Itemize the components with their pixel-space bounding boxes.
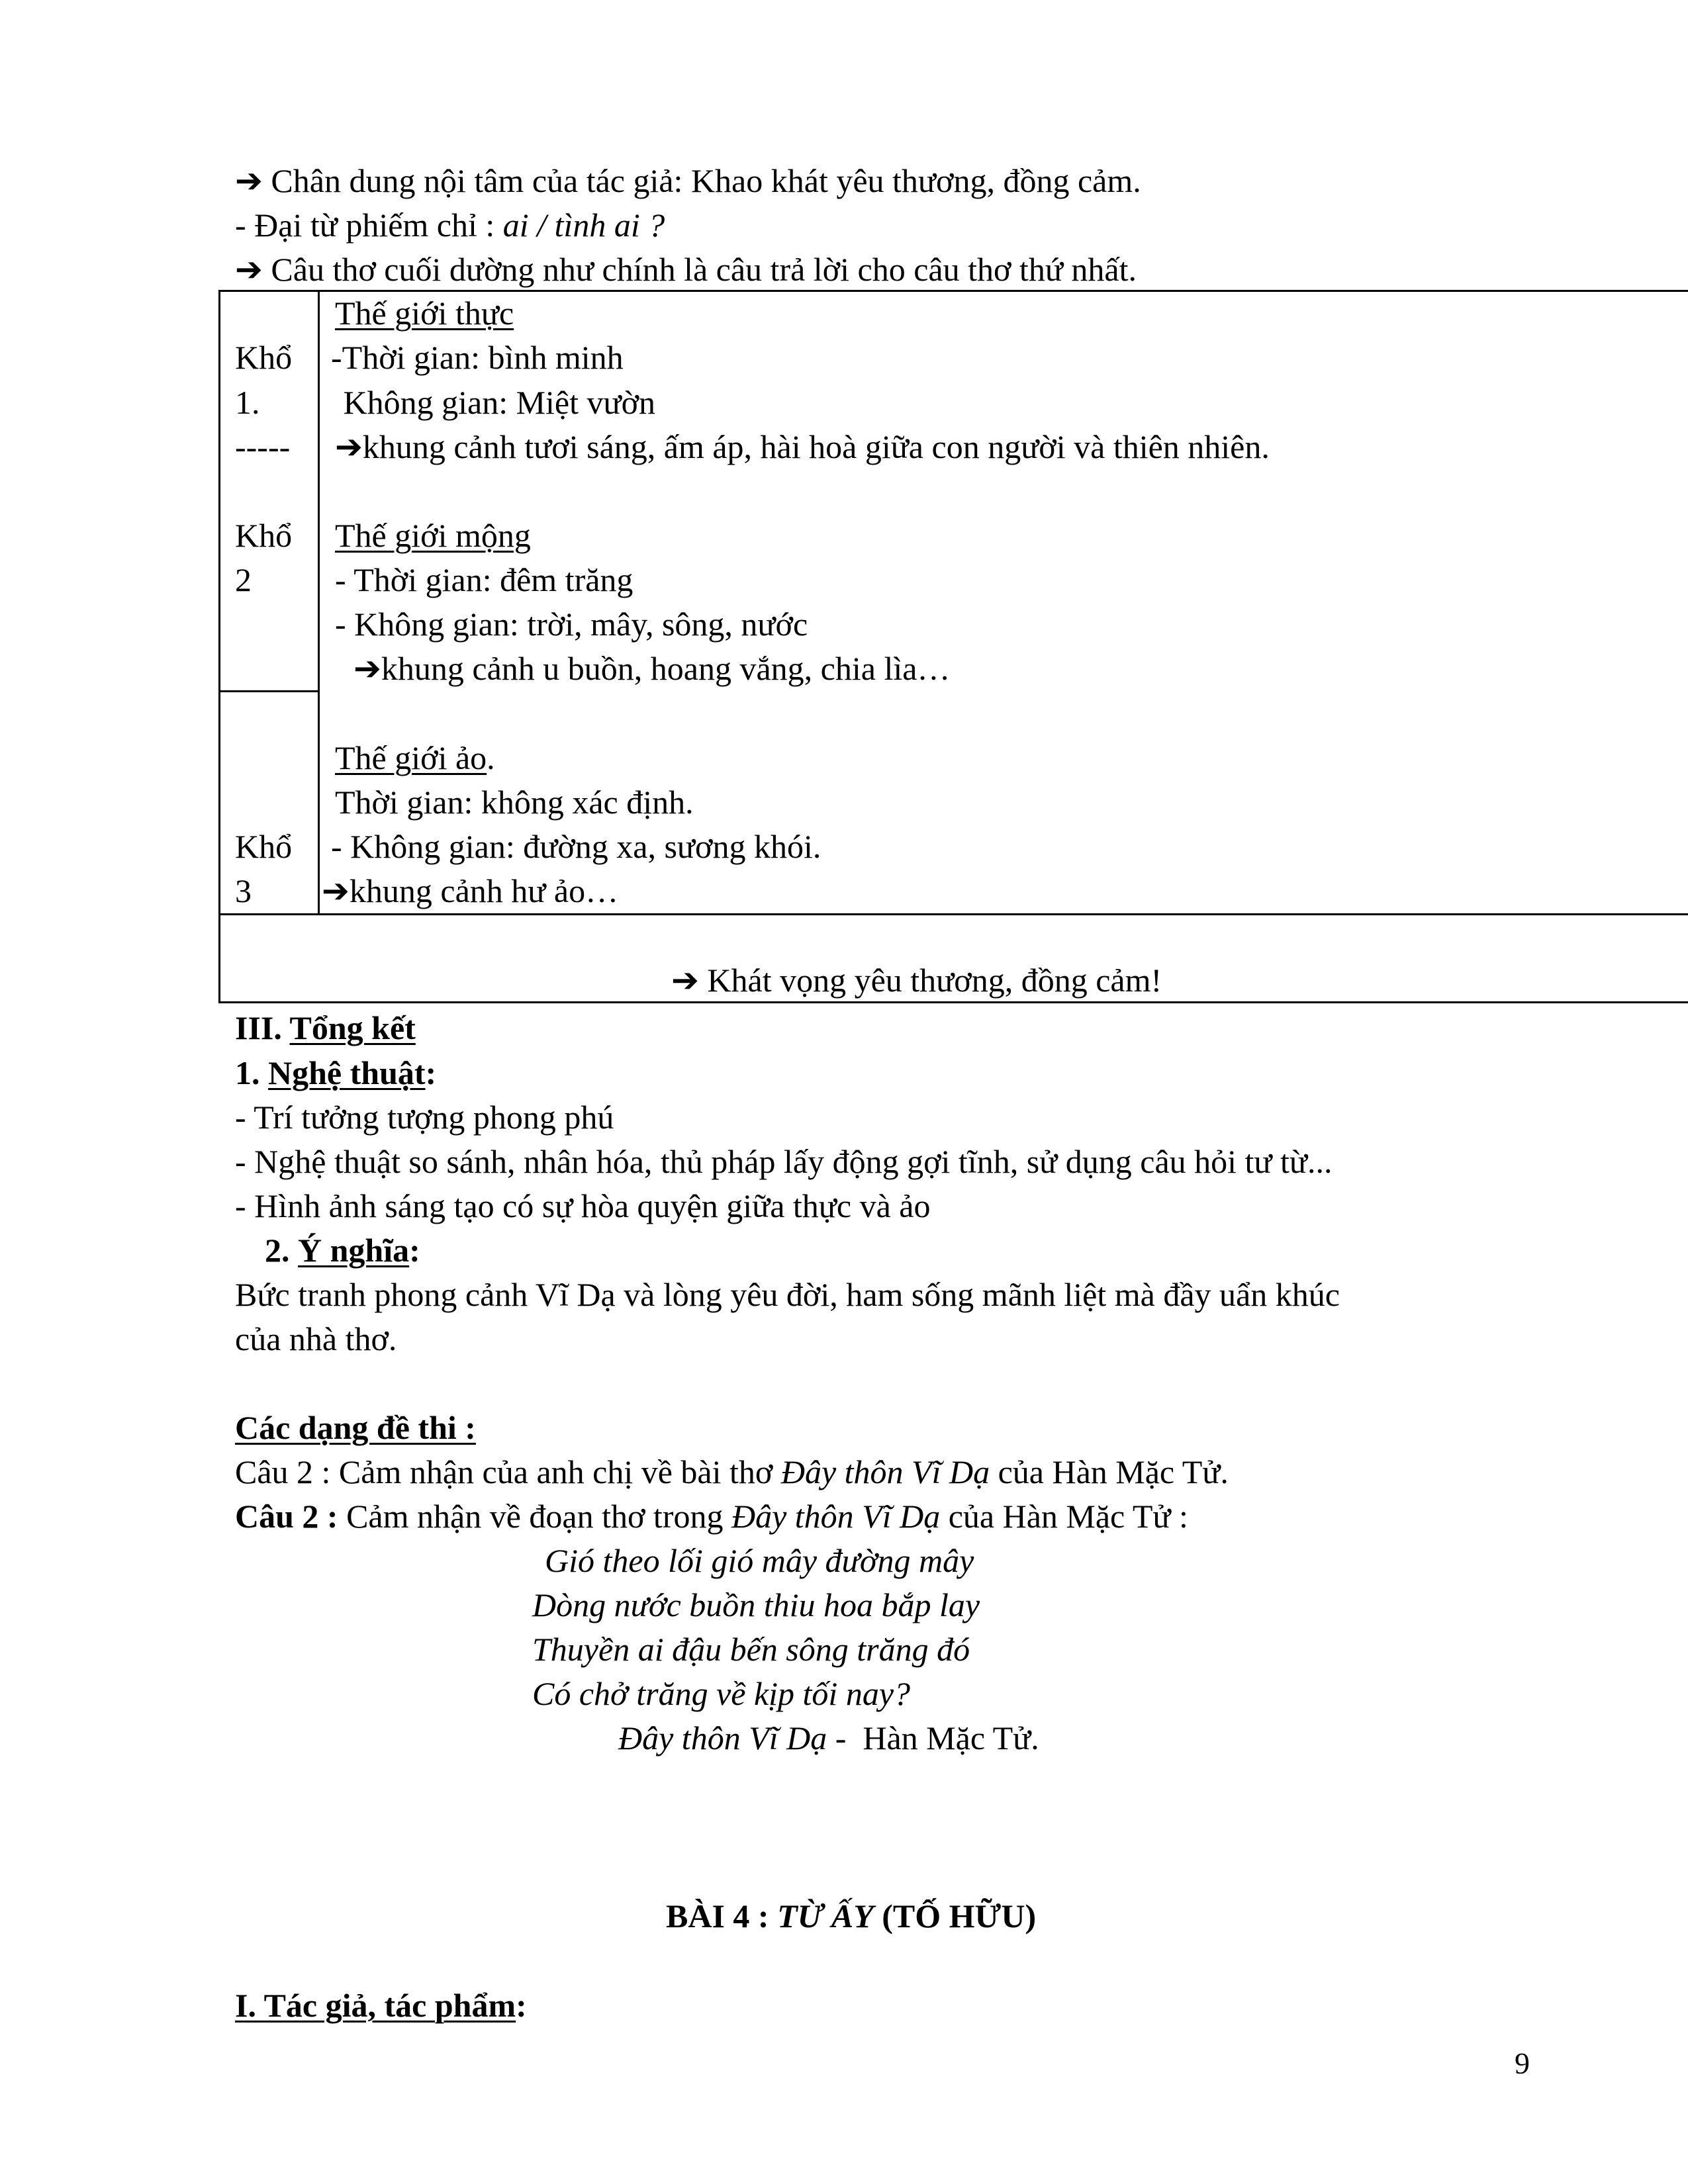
stanza-3-label: Khổ (235, 828, 293, 865)
poem-line: Gió theo lối gió mây đường mây (545, 1542, 974, 1579)
intro-line-3: ➔ Câu thơ cuối dường như chính là câu trả lời cho câu thơ thứ nhất. (235, 251, 1137, 288)
world-dream-space: - Không gian: trời, mây, sông, nước (335, 606, 808, 643)
art-item: - Nghệ thuật so sánh, nhân hóa, thủ pháp lấy động gợi tĩnh, sử dụng câu hỏi tư từ... (235, 1143, 1333, 1180)
world-real-time: -Thời gian: bình minh (331, 339, 624, 376)
world-dream-title: Thế giới mộng (335, 517, 531, 554)
meaning-heading: 2. Ý nghĩa: (265, 1232, 420, 1269)
arrow-icon: ➔ (322, 872, 350, 909)
table-conclusion: ➔ Khát vọng yêu thương, đồng cảm! (671, 962, 1162, 999)
poem-line: Dòng nước buồn thiu hoa bắp lay (532, 1586, 980, 1623)
table-bottom-border (218, 1001, 1688, 1003)
arrow-icon: ➔ (235, 162, 263, 199)
exam-heading: Các dạng đề thi : (235, 1409, 476, 1446)
table-mid-border (218, 913, 1688, 915)
world-real-title: Thế giới thực (335, 295, 514, 332)
world-illusion-time: Thời gian: không xác định. (335, 784, 694, 821)
world-illusion-title: Thế giới ảo. (335, 739, 495, 776)
meaning-text-line: Bức tranh phong cảnh Vĩ Dạ và lòng yêu đời, ham sống mãnh liệt mà đầy uẩn khúc (235, 1276, 1340, 1313)
stanza-1-label: Khổ (235, 339, 293, 376)
art-item: - Trí tưởng tượng phong phú (235, 1099, 614, 1136)
arrow-icon: ➔ (671, 962, 699, 999)
stanza-3-number: 3 (235, 872, 252, 909)
world-dream-result: ➔khung cảnh u buồn, hoang vắng, chia lìa… (353, 650, 951, 687)
poem-source: Đây thôn Vĩ Dạ - Hàn Mặc Tử. (618, 1719, 1039, 1756)
arrow-icon: ➔ (235, 251, 263, 288)
stanza-2-number: 2 (235, 561, 252, 598)
table-column-divider (318, 290, 320, 915)
arrow-icon: ➔ (335, 428, 363, 465)
stanza-separator: ----- (235, 428, 291, 465)
stanza-2-label: Khổ (235, 517, 293, 554)
world-real-result: ➔khung cảnh tươi sáng, ấm áp, hài hoà giữa con người và thiên nhiên. (335, 428, 1270, 465)
meaning-text-line: của nhà thơ. (235, 1320, 397, 1357)
summary-heading: III. Tổng kết (235, 1009, 416, 1046)
section-1-heading: I. Tác giả, tác phẩm: (235, 1987, 527, 2024)
arrow-icon: ➔ (353, 650, 381, 687)
world-real-space: Không gian: Miệt vườn (335, 384, 656, 421)
poem-line: Có chở trăng về kịp tối nay? (532, 1675, 911, 1712)
page-number: 9 (1515, 2046, 1530, 2080)
table-inner-border (218, 690, 319, 692)
world-illusion-space: - Không gian: đường xa, sương khói. (331, 828, 821, 865)
exam-question-1: Câu 2 : Cảm nhận của anh chị về bài thơ Đây thôn Vĩ Dạ của Hàn Mặc Tử. (235, 1453, 1229, 1490)
art-heading: 1. Nghệ thuật: (235, 1054, 437, 1091)
exam-question-2: Câu 2 : Cảm nhận về đoạn thơ trong Đây thôn Vĩ Dạ của Hàn Mặc Tử : (235, 1498, 1188, 1535)
table-top-border (218, 290, 1688, 292)
table-left-border (218, 290, 220, 1003)
lesson-4-title: BÀI 4 : TỪ ẤY (TỐ HỮU) (666, 1897, 1037, 1934)
world-illusion-result: ➔khung cảnh hư ảo… (322, 872, 619, 909)
art-item: - Hình ảnh sáng tạo có sự hòa quyện giữa thực và ảo (235, 1187, 931, 1224)
stanza-1-number: 1. (235, 384, 260, 421)
intro-line-1: ➔ Chân dung nội tâm của tác giả: Khao khát yêu thương, đồng cảm. (235, 162, 1141, 199)
intro-line-2: - Đại từ phiếm chỉ : ai / tình ai ? (235, 206, 665, 244)
poem-line: Thuyền ai đậu bến sông trăng đó (532, 1631, 970, 1668)
world-dream-time: - Thời gian: đêm trăng (335, 561, 633, 598)
